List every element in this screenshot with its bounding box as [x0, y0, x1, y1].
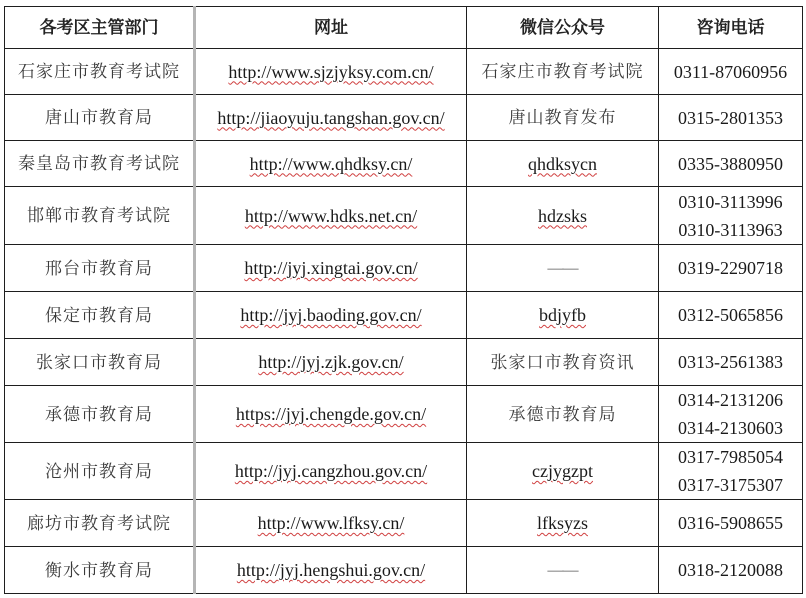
phone-number: 0314-2131206 — [678, 390, 783, 410]
website-cell — [195, 187, 467, 245]
department-name: 承德市教育局 — [45, 404, 153, 425]
website-cell — [195, 141, 467, 187]
website-link[interactable]: http://jyj.hengshui.gov.cn/ — [236, 560, 426, 580]
department-name: 秦皇岛市教育考试院 — [18, 154, 180, 174]
wechat-cell — [467, 443, 659, 500]
website-cell — [195, 443, 467, 500]
wechat-account: czjygzpt — [532, 461, 593, 481]
table-row — [5, 500, 803, 547]
phone-number: 0316-5908655 — [678, 513, 783, 533]
department-cell — [5, 547, 195, 594]
exam-contacts-table — [4, 6, 803, 594]
table-row — [5, 547, 803, 594]
wechat-cell — [467, 386, 659, 443]
header-phone: 咨询电话 — [659, 7, 803, 49]
department-cell — [5, 500, 195, 547]
table-row — [5, 339, 803, 386]
department-cell — [5, 339, 195, 386]
wechat-cell — [467, 292, 659, 339]
department-cell — [5, 292, 195, 339]
wechat-account: —— — [547, 562, 578, 579]
department-cell — [5, 49, 195, 95]
phone-number: 0314-2130603 — [678, 418, 783, 438]
phone-cell — [659, 187, 803, 245]
phone-cell — [659, 339, 803, 386]
phone-cell — [659, 141, 803, 187]
department-name: 廊坊市教育考试院 — [27, 513, 171, 534]
table-row — [5, 292, 803, 339]
website-cell — [195, 386, 467, 443]
wechat-cell — [467, 141, 659, 187]
table-row — [5, 49, 803, 95]
phone-number: 0335-3880950 — [678, 153, 783, 174]
wechat-cell — [467, 245, 659, 292]
phone-number: 0317-7985054 — [678, 447, 783, 467]
phone-number: 0310-3113996 — [678, 191, 783, 212]
wechat-account: 承德市教育局 — [508, 404, 617, 425]
department-name: 张家口市教育局 — [36, 352, 162, 373]
website-cell — [195, 500, 467, 547]
website-link[interactable]: http://www.sjzjyksy.com.cn/ — [228, 61, 434, 82]
website-cell — [195, 339, 467, 386]
department-name: 石家庄市教育考试院 — [18, 62, 180, 82]
wechat-cell — [467, 187, 659, 245]
header-website: 网址 — [195, 7, 467, 49]
table-row — [5, 443, 803, 500]
website-link[interactable]: http://jiaoyuju.tangshan.gov.cn/ — [217, 107, 445, 128]
wechat-account: 唐山教育发布 — [508, 108, 617, 128]
header-row — [5, 7, 803, 49]
website-cell — [195, 547, 467, 594]
wechat-cell — [467, 49, 659, 95]
wechat-cell — [467, 95, 659, 141]
website-link[interactable]: http://www.lfksy.cn/ — [257, 513, 405, 533]
department-name: 唐山市教育局 — [45, 108, 153, 128]
website-cell — [195, 95, 467, 141]
website-cell — [195, 245, 467, 292]
phone-number: 0313-2561383 — [678, 352, 783, 372]
phone-number: 0318-2120088 — [678, 560, 783, 580]
wechat-account: —— — [547, 260, 578, 277]
table-row — [5, 141, 803, 187]
phone-cell — [659, 49, 803, 95]
phone-number: 0317-3175307 — [678, 475, 783, 495]
wechat-account: lfksyzs — [537, 513, 588, 533]
phone-cell — [659, 547, 803, 594]
department-name: 邢台市教育局 — [45, 258, 153, 279]
wechat-account: 张家口市教育资讯 — [490, 352, 635, 373]
header-wechat: 微信公众号 — [467, 7, 659, 49]
phone-number: 0312-5065856 — [678, 305, 783, 325]
department-name: 沧州市教育局 — [45, 461, 153, 482]
website-link[interactable]: http://jyj.xingtai.gov.cn/ — [244, 258, 418, 278]
department-cell — [5, 187, 195, 245]
phone-cell — [659, 386, 803, 443]
phone-cell — [659, 292, 803, 339]
wechat-cell — [467, 500, 659, 547]
website-link[interactable]: http://jyj.zjk.gov.cn/ — [258, 352, 404, 372]
table-row — [5, 386, 803, 443]
department-cell — [5, 95, 195, 141]
department-cell — [5, 386, 195, 443]
phone-number: 0319-2290718 — [678, 258, 783, 278]
website-link[interactable]: http://jyj.cangzhou.gov.cn/ — [234, 461, 428, 481]
department-cell — [5, 443, 195, 500]
phone-cell — [659, 443, 803, 500]
department-name: 邯郸市教育考试院 — [27, 206, 171, 226]
phone-cell — [659, 500, 803, 547]
website-link[interactable]: http://www.qhdksy.cn/ — [249, 153, 413, 174]
wechat-cell — [467, 547, 659, 594]
header-department: 各考区主管部门 — [5, 7, 195, 49]
phone-number: 0315-2801353 — [678, 107, 783, 128]
wechat-account: bdjyfb — [539, 305, 586, 325]
website-cell — [195, 292, 467, 339]
phone-cell — [659, 245, 803, 292]
website-link[interactable]: https://jyj.chengde.gov.cn/ — [235, 404, 427, 424]
wechat-account: 石家庄市教育考试院 — [481, 62, 644, 82]
website-cell — [195, 49, 467, 95]
table-row — [5, 187, 803, 245]
wechat-account: qhdksycn — [528, 153, 597, 174]
table-row — [5, 95, 803, 141]
department-cell — [5, 141, 195, 187]
website-link[interactable]: http://www.hdks.net.cn/ — [244, 205, 418, 226]
department-name: 衡水市教育局 — [45, 560, 153, 581]
department-cell — [5, 245, 195, 292]
wechat-account: hdzsks — [538, 205, 587, 226]
table-row — [5, 245, 803, 292]
wechat-cell — [467, 339, 659, 386]
website-link[interactable]: http://jyj.baoding.gov.cn/ — [240, 305, 422, 325]
department-name: 保定市教育局 — [45, 305, 153, 326]
phone-number: 0311-87060956 — [673, 61, 788, 82]
phone-number: 0310-3113963 — [678, 219, 783, 240]
phone-cell — [659, 95, 803, 141]
